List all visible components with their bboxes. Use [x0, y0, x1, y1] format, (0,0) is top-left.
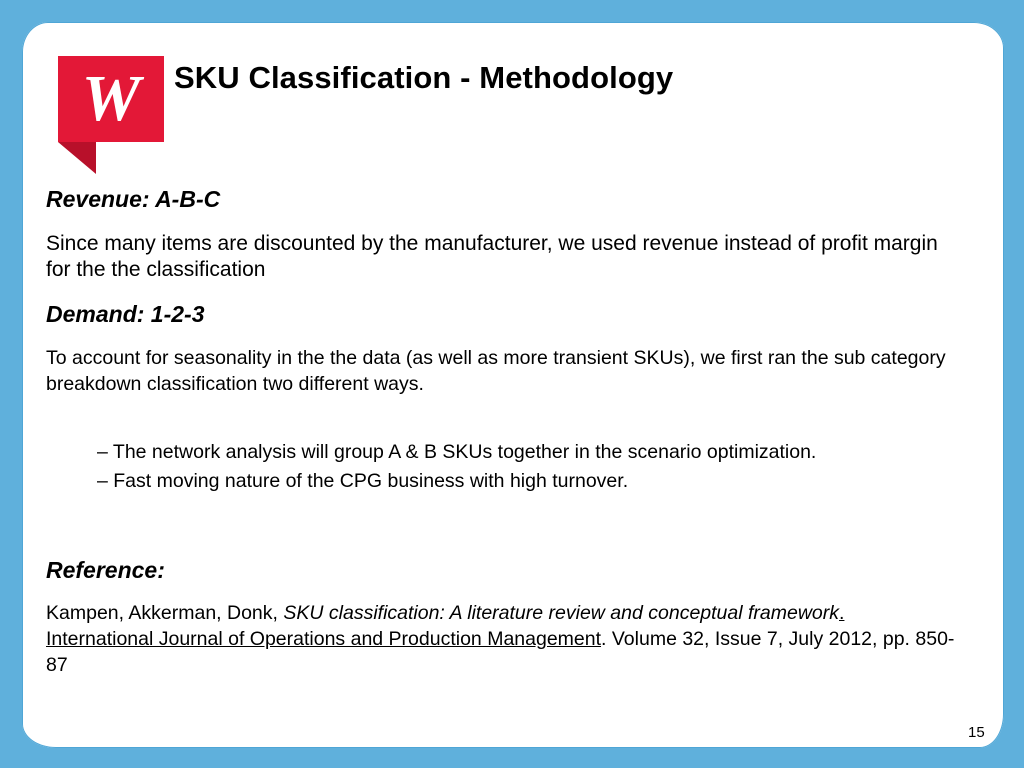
svg-text:W: W — [81, 62, 141, 135]
reference-paper-title: SKU classification: A literature review and conceptual framework — [283, 602, 840, 624]
walgreens-logo-icon — [58, 56, 164, 174]
reference-details: . Volume 32, Issue 7, July 2012, pp. 850-87 — [46, 628, 955, 676]
revenue-text: Since many items are discounted by the manufacturer, we used revenue instead of profit margin for the the classification — [46, 232, 938, 281]
slide-title: SKU Classification - Methodology — [174, 60, 674, 95]
reference-heading: Reference: — [46, 557, 165, 583]
demand-heading: Demand: 1-2-3 — [46, 301, 205, 327]
reference-journal-link[interactable]: . International Journal of Operations and Production Management — [46, 602, 845, 650]
reference-citation — [46, 600, 956, 678]
demand-text: To account for seasonality in the the data (as well as more transient SKUs), we first ran the sub category breakdown classification two different ways. — [46, 347, 946, 395]
page-number: 15 — [968, 724, 985, 741]
revenue-heading: Revenue: A-B-C — [46, 186, 221, 212]
demand-bullet-1: – The network analysis will group A & B SKUs together in the scenario optimization. — [97, 441, 817, 463]
reference-authors: Kampen, Akkerman, Donk, — [46, 602, 284, 624]
demand-bullet-2: – Fast moving nature of the CPG business with high turnover. — [97, 470, 629, 492]
